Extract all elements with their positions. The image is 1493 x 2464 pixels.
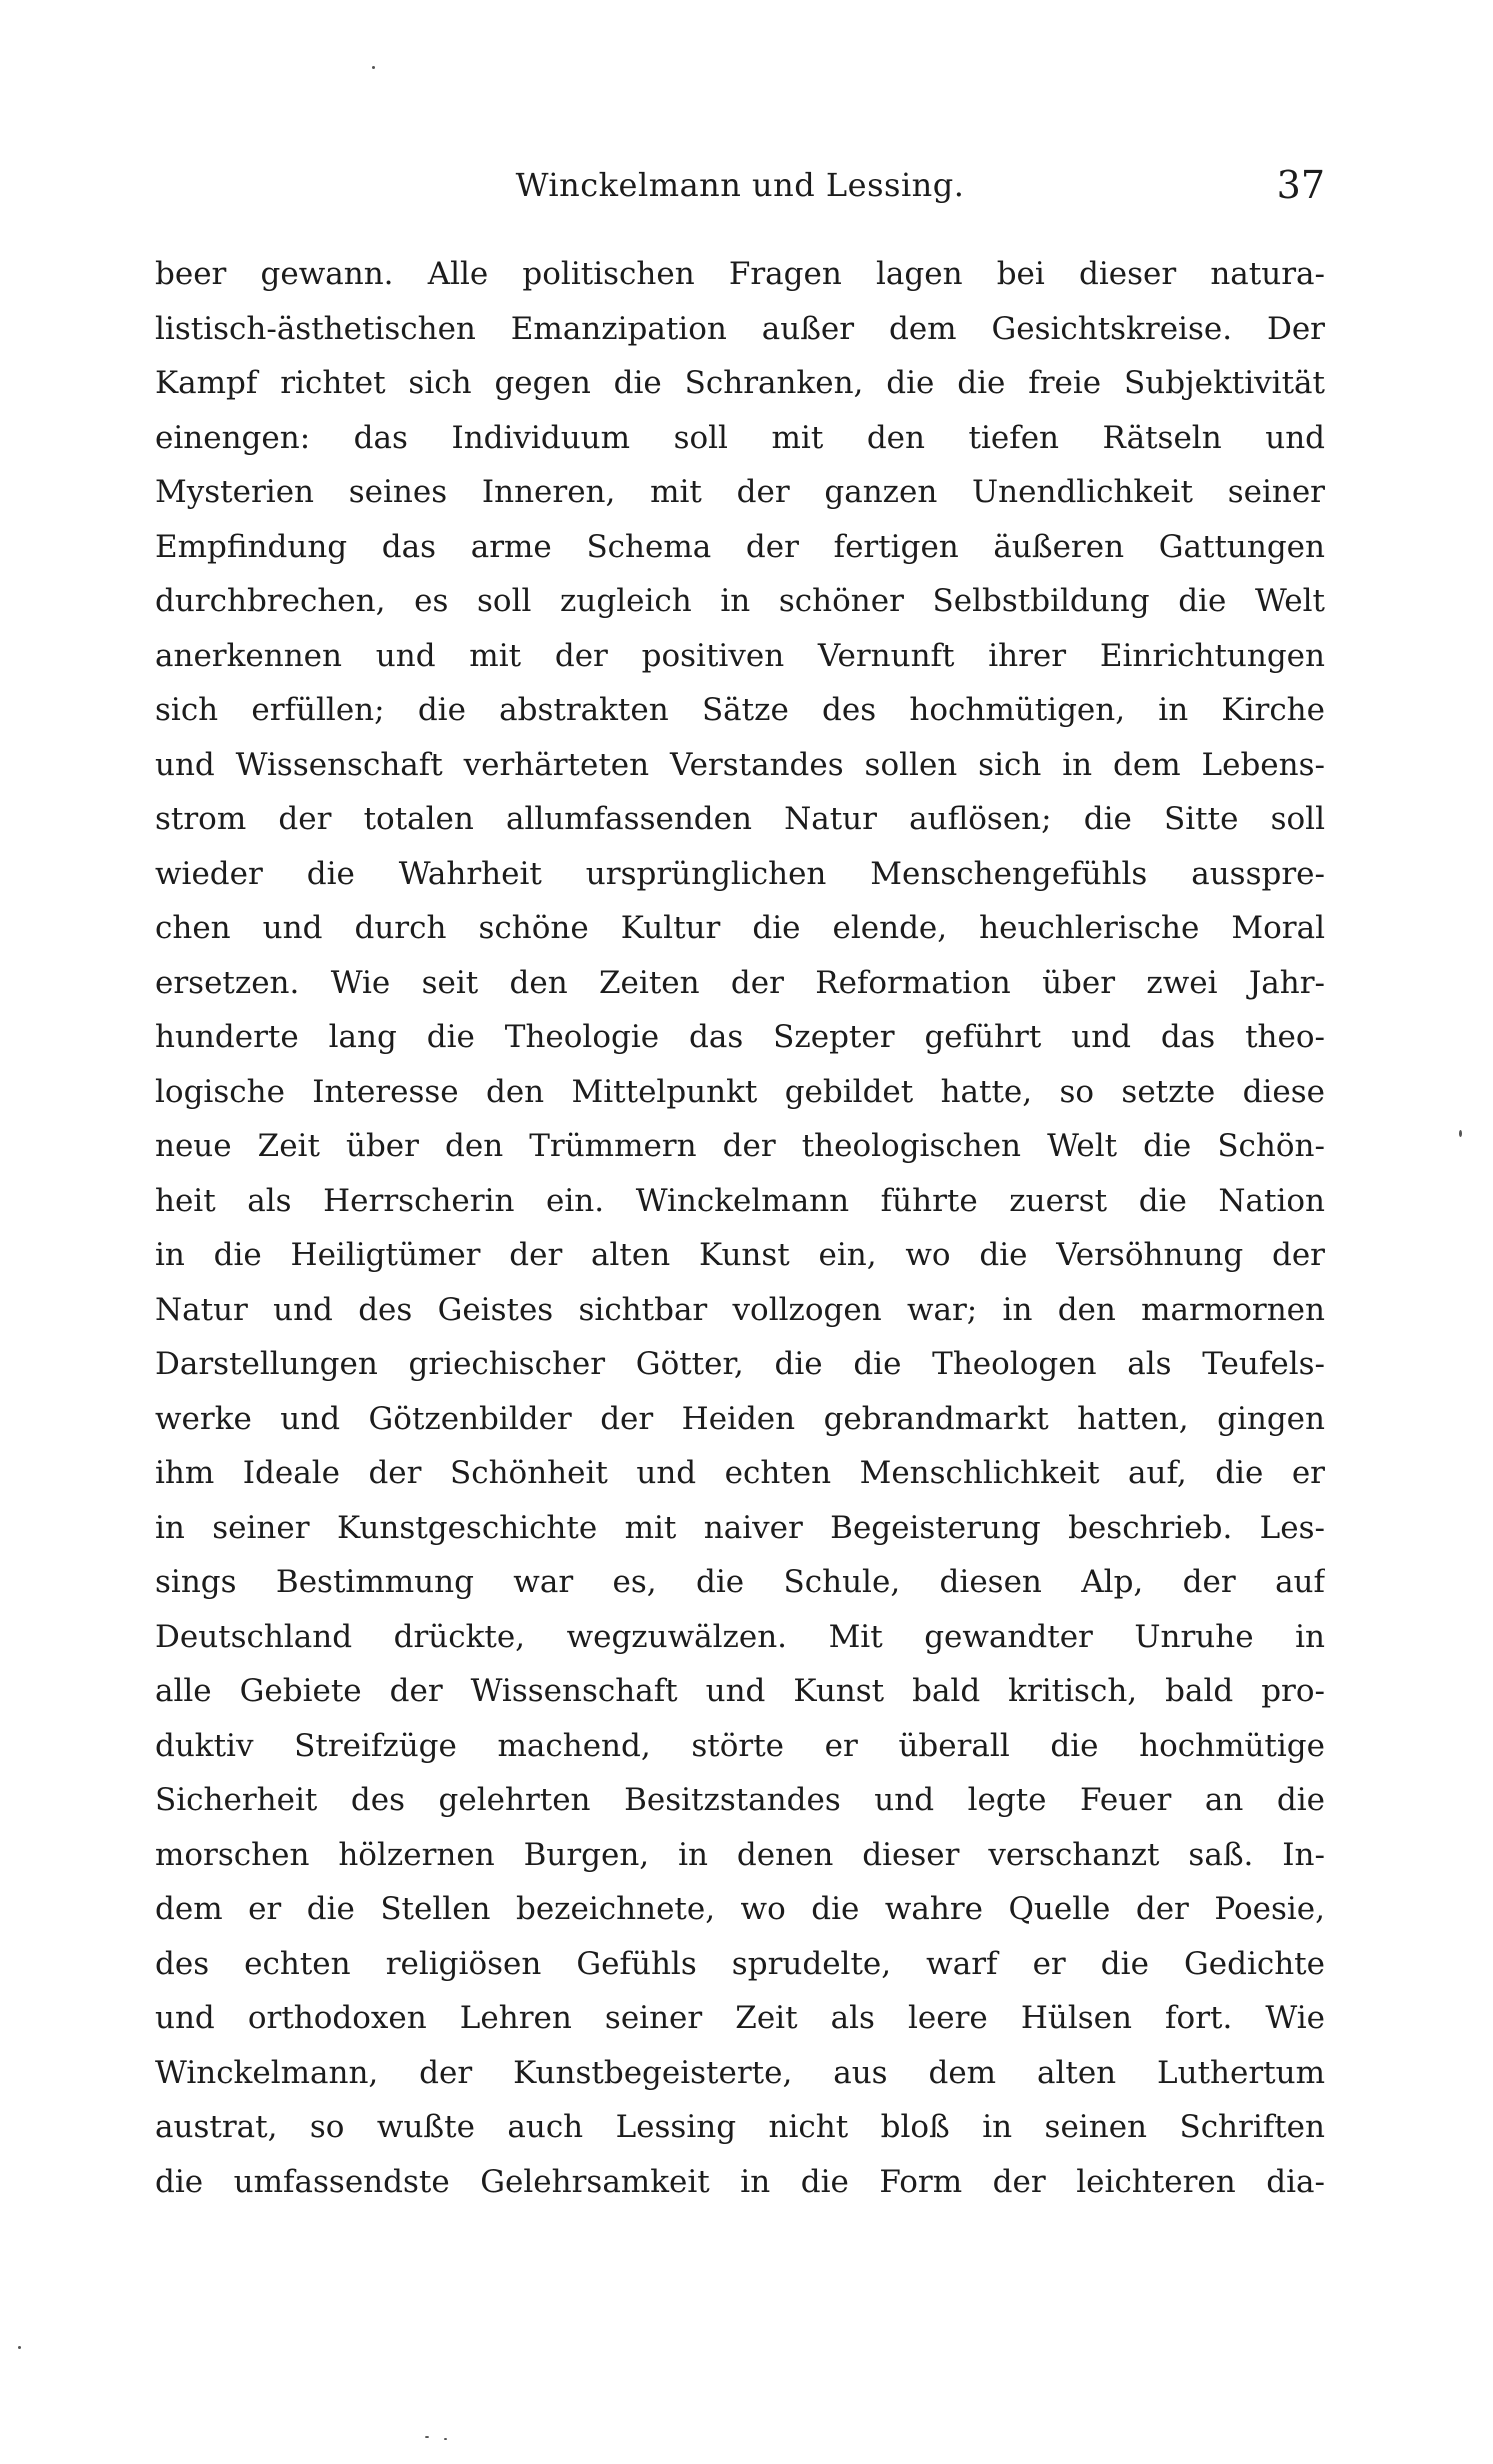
text-line: listisch-ästhetischen Emanzipation außer dem Gesichtskreise. Der [155,310,1325,347]
text-line: Deutschland drückte, wegzuwälzen. Mit gewandter Unruhe in [155,1618,1325,1655]
text-line: Kampf richtet sich gegen die Schranken, die die freie Subjektivität [155,365,1325,401]
text-line: die umfassendste Gelehrsamkeit in die Form der leichteren dia- [155,2163,1325,2200]
paper-speck [372,66,375,69]
text-line: Winckelmann, der Kunstbegeisterte, aus dem alten Luthertum [155,2054,1325,2091]
text-line: Sicherheit des gelehrten Besitzstandes und legte Feuer an die [155,1782,1325,1818]
text-line: dem er die Stellen bezeichnete, wo die wahre Quelle der Poesie, [155,1891,1325,1927]
text-line: morschen hölzernen Burgen, in denen dieser verschanzt saß. In- [155,1836,1325,1873]
text-line: austrat, so wußte auch Lessing nicht bloß in seinen Schriften [155,2109,1325,2145]
text-line: hunderte lang die Theologie das Szepter geführt und das theo- [155,1019,1325,1055]
text-line: logische Interesse den Mittelpunkt gebildet hatte, so setzte diese [155,1073,1325,1110]
text-line: Mysterien seines Inneren, mit der ganzen Unendlichkeit seiner [155,474,1325,510]
body-text [155,247,1325,2209]
text-line: sings Bestimmung war es, die Schule, diesen Alp, der auf [155,1564,1325,1600]
text-line: beer gewann. Alle politischen Fragen lagen bei dieser natura- [155,256,1325,292]
page-number: 37 [1276,163,1325,207]
text-line: heit als Herrscherin ein. Winckelmann führte zuerst die Nation [155,1182,1325,1219]
text-line: ihm Ideale der Schönheit und echten Menschlichkeit auf, die er [155,1455,1325,1491]
text-line: neue Zeit über den Trümmern der theologischen Welt die Schön- [155,1128,1325,1164]
text-line: und Wissenschaft verhärteten Verstandes sollen sich in dem Lebens- [155,746,1325,783]
running-title: Winckelmann und Lessing. [515,166,965,204]
text-line: strom der totalen allumfassenden Natur auflösen; die Sitte soll [155,801,1325,837]
text-line: werke und Götzenbilder der Heiden gebrandmarkt hatten, gingen [155,1400,1325,1437]
text-line: Natur und des Geistes sichtbar vollzogen war; in den marmornen [155,1291,1325,1328]
running-head [155,160,1325,210]
text-line: alle Gebiete der Wissenschaft und Kunst bald kritisch, bald pro- [155,1673,1325,1709]
paper-speck [18,2346,21,2349]
text-line: einengen: das Individuum soll mit den tiefen Rätseln und [155,419,1325,456]
text-line: ersetzen. Wie seit den Zeiten der Reformation über zwei Jahr- [155,964,1325,1001]
paper-speck [444,2438,447,2440]
text-line: duktiv Streifzüge machend, störte er überall die hochmütige [155,1727,1325,1764]
text-line: Empfindung das arme Schema der fertigen äußeren Gattungen [155,528,1325,565]
text-line: chen und durch schöne Kultur die elende, heuchlerische Moral [155,910,1325,946]
text-line: Darstellungen griechischer Götter, die die Theologen als Teufels- [155,1346,1325,1382]
text-line: des echten religiösen Gefühls sprudelte, warf er die Gedichte [155,1945,1325,1982]
text-line: anerkennen und mit der positiven Vernunft ihrer Einrichtungen [155,637,1325,674]
paper-speck [1459,1130,1462,1137]
text-line: in die Heiligtümer der alten Kunst ein, wo die Versöhnung der [155,1237,1325,1273]
text-line: und orthodoxen Lehren seiner Zeit als leere Hülsen fort. Wie [155,2000,1325,2036]
text-line: in seiner Kunstgeschichte mit naiver Begeisterung beschrieb. Les- [155,1509,1325,1546]
text-line: wieder die Wahrheit ursprünglichen Menschengefühls ausspre- [155,855,1325,892]
paper-speck [425,2436,429,2438]
text-line: durchbrechen, es soll zugleich in schöner Selbstbildung die Welt [155,583,1325,619]
text-line: sich erfüllen; die abstrakten Sätze des hochmütigen, in Kirche [155,692,1325,728]
